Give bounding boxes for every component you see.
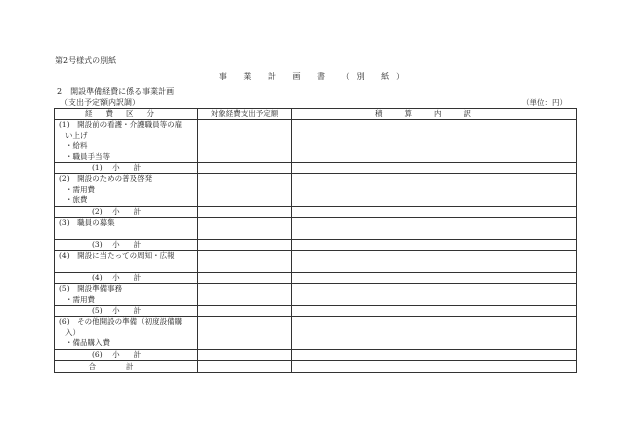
subtotal-breakdown-cell[interactable] (292, 273, 577, 284)
subtotal-label: 小計 (112, 163, 156, 172)
subtotal-row (55, 207, 577, 218)
document-title: 事 業 計 画 書 （別 紙） (218, 72, 412, 81)
total-breakdown-cell[interactable] (292, 361, 577, 373)
header-amount: 対象経費支出予定額 (198, 109, 292, 120)
category-line: ・旅費 (65, 195, 88, 204)
subtotal-breakdown-cell[interactable] (292, 163, 577, 174)
subtotal-label-cell (55, 306, 198, 317)
subtotal-label-cell (55, 350, 198, 361)
amount-cell[interactable] (198, 284, 292, 306)
category-line: 入） (65, 327, 80, 337)
subtotal-row (55, 240, 577, 251)
subtotal-label: 小計 (112, 273, 156, 282)
category-line: (1) 開設前の看護・介護職員等の雇 (59, 120, 183, 129)
table-row (55, 317, 577, 350)
table-row (55, 120, 577, 163)
subtotal-label: 小計 (112, 306, 156, 315)
category-cell (55, 317, 198, 350)
header-breakdown: 積算内訳 (292, 109, 577, 120)
subtotal-amount-cell[interactable] (198, 350, 292, 361)
subtotal-breakdown-cell[interactable] (292, 350, 577, 361)
amount-cell[interactable] (198, 174, 292, 207)
subtotal-amount-cell[interactable] (198, 207, 292, 218)
subtotal-label-cell (55, 273, 198, 284)
subtotal-breakdown-cell[interactable] (292, 207, 577, 218)
subtotal-number: (4) (92, 273, 103, 282)
section-heading: 2 開設準備経費に係る事業計画 (57, 87, 175, 96)
category-line: (5) 開設準備事務 (59, 284, 123, 293)
table-row (55, 284, 577, 306)
table-header-row (55, 109, 577, 120)
table-row (55, 218, 577, 240)
subtotal-number: (3) (92, 240, 103, 249)
subtotal-breakdown-cell[interactable] (292, 240, 577, 251)
amount-cell[interactable] (198, 251, 292, 273)
table-row (55, 174, 577, 207)
subtotal-amount-cell[interactable] (198, 240, 292, 251)
subtotal-number: (5) (92, 306, 103, 315)
subtotal-label-cell (55, 240, 198, 251)
subtotal-label: 小計 (112, 350, 156, 359)
total-amount-cell[interactable] (198, 361, 292, 373)
subtotal-row (55, 306, 577, 317)
subtotal-number: (1) (92, 163, 103, 172)
sub-heading: （支出予定額内訳調） (60, 98, 140, 107)
breakdown-cell[interactable] (292, 284, 577, 306)
breakdown-cell[interactable] (292, 174, 577, 207)
category-cell (55, 174, 198, 207)
table-row (55, 251, 577, 273)
category-cell (55, 251, 198, 273)
header-category: 経費区分 (55, 109, 198, 120)
unit-label: （単位：円） (522, 98, 567, 107)
category-line: ・需用費 (65, 294, 95, 304)
subtotal-label-cell (55, 207, 198, 218)
category-line: ・需用費 (65, 184, 95, 194)
subtotal-breakdown-cell[interactable] (292, 306, 577, 317)
subtotal-row (55, 163, 577, 174)
amount-cell[interactable] (198, 120, 292, 163)
category-line: ・備品購入費 (65, 338, 110, 347)
subtotal-amount-cell[interactable] (198, 273, 292, 284)
subtotal-amount-cell[interactable] (198, 306, 292, 317)
category-cell (55, 218, 198, 240)
breakdown-cell[interactable] (292, 251, 577, 273)
form-code: 第2号様式の別紙 (55, 56, 117, 65)
breakdown-cell[interactable] (292, 317, 577, 350)
total-label: 合計 (55, 361, 198, 373)
subtotal-row (55, 350, 577, 361)
breakdown-cell[interactable] (292, 120, 577, 163)
subtotal-row (55, 273, 577, 284)
category-line: ・職員手当等 (65, 151, 110, 161)
subtotal-label: 小計 (112, 207, 156, 216)
subtotal-label: 小計 (112, 240, 156, 249)
amount-cell[interactable] (198, 317, 292, 350)
subtotal-number: (6) (92, 350, 103, 359)
category-line: い上げ (65, 130, 88, 140)
category-line: (6) その他開設の準備（初度設備購 (59, 317, 183, 326)
category-line: (4) 開設に当たっての周知・広報 (59, 251, 175, 260)
expense-table (54, 108, 577, 373)
category-cell (55, 284, 198, 306)
category-line: (3) 職員の募集 (59, 218, 115, 227)
amount-cell[interactable] (198, 218, 292, 240)
subtotal-number: (2) (92, 207, 103, 216)
category-line: ・給料 (65, 141, 88, 150)
total-row (55, 361, 577, 373)
subtotal-label-cell (55, 163, 198, 174)
subtotal-amount-cell[interactable] (198, 163, 292, 174)
category-line: (2) 開設のための普及啓発 (59, 174, 153, 183)
breakdown-cell[interactable] (292, 218, 577, 240)
category-cell (55, 120, 198, 163)
